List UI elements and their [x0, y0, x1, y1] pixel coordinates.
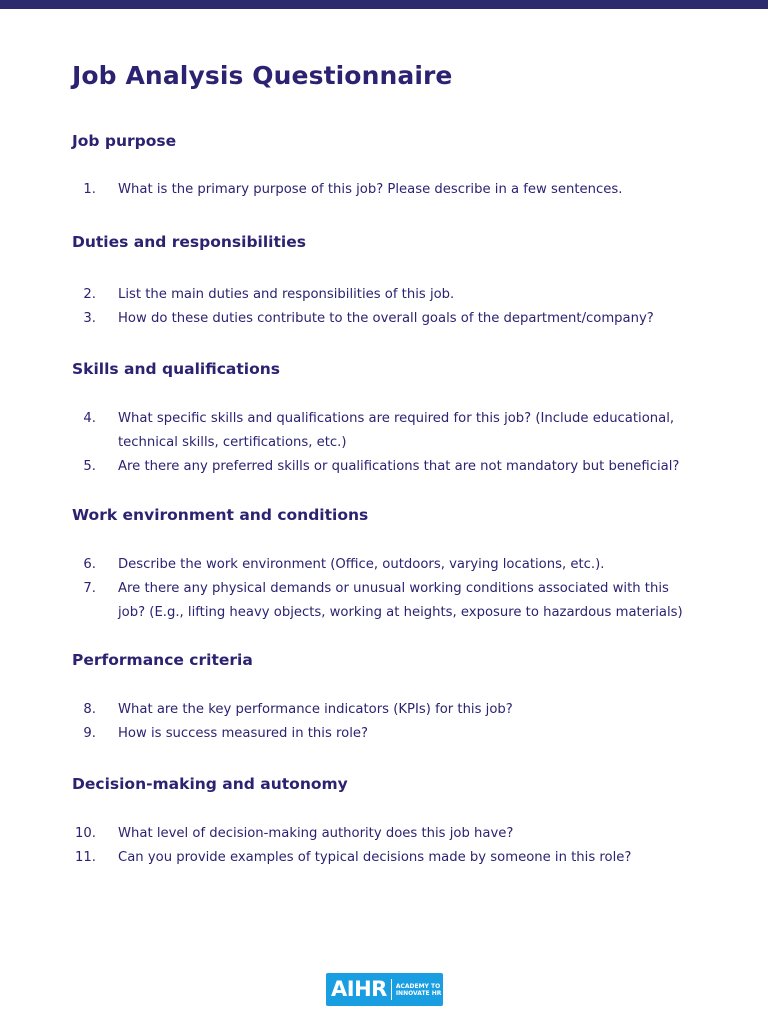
question-text: Describe the work environment (Office, outdoors, varying locations, etc.). [118, 557, 605, 572]
question-item [72, 283, 692, 307]
question-item [72, 698, 692, 722]
question-number: 2. [83, 287, 96, 302]
section-heading: Skills and qualifications [72, 360, 281, 378]
logo-tagline [396, 983, 442, 997]
aihr-logo [326, 973, 443, 1006]
section-heading: Duties and responsibilities [72, 233, 306, 251]
question-item [72, 822, 692, 846]
question-item [72, 577, 692, 625]
question-number: 5. [83, 459, 96, 474]
question-number: 9. [83, 726, 96, 741]
section-heading: Decision-making and autonomy [72, 775, 348, 793]
question-number: 11. [75, 850, 96, 865]
question-list [72, 553, 692, 625]
section-duties-and-responsibilities [72, 232, 692, 326]
section-job-purpose [72, 131, 692, 197]
question-text: What is the primary purpose of this job? Please describe in a few sentences. [118, 182, 623, 197]
top-accent-bar [0, 0, 768, 9]
question-item [72, 553, 692, 577]
logo-divider [391, 979, 392, 1000]
question-item [72, 307, 692, 331]
section-heading: Performance criteria [72, 651, 253, 669]
section-heading: Job purpose [72, 132, 177, 150]
page-title: Job Analysis Questionnaire [72, 61, 453, 90]
question-item [72, 722, 692, 746]
logo-wordmark: AIHR [331, 977, 387, 1001]
section-work-environment [72, 505, 692, 620]
section-performance-criteria [72, 650, 692, 741]
question-item [72, 407, 692, 455]
question-number: 7. [83, 581, 96, 596]
question-text: Can you provide examples of typical decisions made by someone in this role? [118, 850, 632, 865]
question-text: Are there any preferred skills or qualifications that are not mandatory but beneficial? [118, 459, 680, 474]
question-list [72, 178, 692, 202]
question-item [72, 846, 692, 870]
section-decision-making [72, 774, 692, 865]
logo-tagline-line2: INNOVATE HR [395, 989, 442, 997]
question-text: How do these duties contribute to the overall goals of the department/company? [118, 311, 654, 326]
question-number: 1. [83, 182, 96, 197]
question-number: 3. [83, 311, 96, 326]
question-number: 10. [75, 826, 96, 841]
section-heading: Work environment and conditions [72, 506, 369, 524]
question-list [72, 698, 692, 746]
question-number: 6. [83, 557, 96, 572]
question-text: What specific skills and qualifications are required for this job? (Include educational, technical skills, certifications, etc.) [118, 411, 675, 450]
section-skills-and-qualifications [72, 359, 692, 474]
logo-tagline-line1: ACADEMY TO [395, 982, 441, 990]
question-text: Are there any physical demands or unusual working conditions associated with this job? (E.g., lifting heavy objects, working at heights, exposure to hazardous materials) [118, 581, 683, 620]
question-list [72, 407, 692, 479]
question-text: List the main duties and responsibilities of this job. [118, 287, 455, 302]
question-number: 8. [83, 702, 96, 717]
question-number: 4. [83, 411, 96, 426]
question-item [72, 455, 692, 479]
question-list [72, 283, 692, 331]
question-text: What level of decision-making authority does this job have? [118, 826, 514, 841]
question-text: What are the key performance indicators (KPIs) for this job? [118, 702, 513, 717]
question-list [72, 822, 692, 870]
question-item [72, 178, 692, 202]
question-text: How is success measured in this role? [118, 726, 368, 741]
